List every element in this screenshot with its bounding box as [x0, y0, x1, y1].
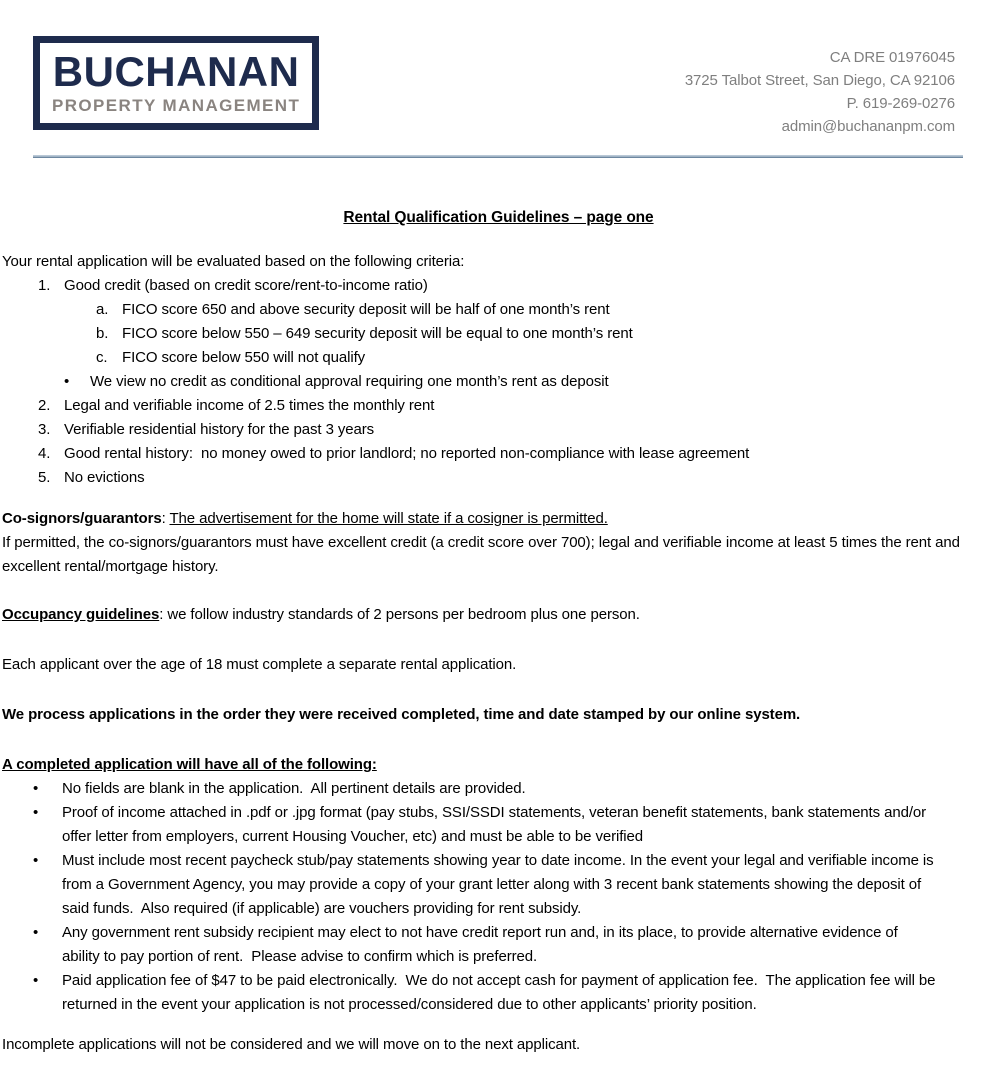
- occupancy-label: Occupancy guidelines: [2, 606, 160, 623]
- list-item-text: Any government rent subsidy recipient may elect to not have credit report run and, in its place, to provide alternative evidence of ability to pay portion of rent. Please advise to confirm which is preferred.: [62, 924, 902, 965]
- header-divider-rule: [33, 155, 963, 158]
- list-item-text: We view no credit as conditional approval requiring one month’s rent as deposit: [90, 373, 609, 390]
- bullet-marker: •: [33, 972, 39, 989]
- requirement-application-fee: [2, 969, 963, 1017]
- company-logo: [33, 36, 319, 130]
- cosigners-colon: :: [161, 510, 170, 527]
- list-item-text: Legal and verifiable income of 2.5 times the monthly rent: [64, 397, 435, 414]
- document-body: [0, 206, 997, 1057]
- list-item-text: No evictions: [64, 469, 145, 486]
- cosigners-underlined-statement: The advertisement for the home will state if a cosigner is permitted.: [169, 510, 608, 527]
- requirement-proof-of-income: [2, 801, 963, 849]
- processing-order-paragraph: We process applications in the order they were received completed, time and date stamped by our online system.: [2, 706, 801, 723]
- document-header: [0, 0, 997, 138]
- criteria-item-1b: [2, 322, 963, 346]
- criteria-item-5: [2, 466, 963, 490]
- list-marker: 3.: [38, 421, 51, 438]
- criteria-item-1: [2, 274, 963, 298]
- occupancy-text: : we follow industry standards of 2 persons per bedroom plus one person.: [159, 606, 640, 623]
- criteria-item-2: [2, 394, 963, 418]
- criteria-no-credit-bullet: [2, 370, 963, 394]
- contact-phone: P. 619-269-0276: [846, 95, 955, 112]
- contact-info-block: [685, 36, 955, 138]
- list-marker: b.: [96, 325, 109, 342]
- criteria-item-3: [2, 418, 963, 442]
- each-applicant-paragraph: Each applicant over the age of 18 must complete a separate rental application.: [2, 656, 517, 673]
- requirement-rent-subsidy: [2, 921, 963, 969]
- requirement-no-blank-fields: [2, 777, 963, 801]
- list-marker: 2.: [38, 397, 51, 414]
- logo-company-name: BUCHANAN: [52, 48, 300, 95]
- logo-tagline: PROPERTY MANAGEMENT: [52, 96, 301, 115]
- contact-license-number: CA DRE 01976045: [829, 49, 955, 66]
- cosigners-paragraph: [2, 507, 963, 531]
- list-item-text: Good rental history: no money owed to prior landlord; no reported non-compliance with lease agreement: [64, 445, 750, 462]
- list-marker: c.: [96, 349, 108, 366]
- contact-address: 3725 Talbot Street, San Diego, CA 92106: [684, 72, 955, 89]
- criteria-item-1a: [2, 298, 963, 322]
- bullet-marker: •: [33, 924, 39, 941]
- contact-email: admin@buchananpm.com: [781, 118, 955, 135]
- list-marker: 5.: [38, 469, 51, 486]
- bullet-marker: •: [64, 373, 70, 390]
- list-item-text: Paid application fee of $47 to be paid electronically. We do not accept cash for payment of application fee. The application fee will be returned in the event your application is not processed/considered due to other applicants’ priority position.: [62, 972, 940, 1013]
- list-marker: 1.: [38, 277, 51, 294]
- list-item-text: Proof of income attached in .pdf or .jpg format (pay stubs, SSI/SSDI statements, veteran benefit statements, bank statements and/or offer letter from employers, current Housing Voucher, etc) and must be able to be verified: [62, 804, 931, 845]
- list-item-text: No fields are blank in the application. All pertinent details are provided.: [62, 780, 526, 797]
- list-marker: 4.: [38, 445, 51, 462]
- bullet-marker: •: [33, 852, 39, 869]
- criteria-item-1c: [2, 346, 963, 370]
- completed-application-heading: A completed application will have all of the following:: [2, 756, 377, 773]
- occupancy-paragraph: [2, 603, 963, 627]
- intro-paragraph: Your rental application will be evaluated based on the following criteria:: [2, 253, 465, 270]
- cosigners-body: If permitted, the co-signors/guarantors must have excellent credit (a credit score over 700); legal and verifiable income at least 5 times the rent and excellent rental/mortgage history.: [2, 534, 964, 575]
- incomplete-applications-paragraph: Incomplete applications will not be considered and we will move on to the next applicant.: [2, 1036, 581, 1053]
- list-item-text: FICO score below 550 will not qualify: [122, 349, 366, 366]
- list-item-text: Good credit (based on credit score/rent-to-income ratio): [64, 277, 428, 294]
- cosigners-label: Co-signors/guarantors: [2, 510, 162, 527]
- list-item-text: FICO score 650 and above security deposit will be half of one month’s rent: [122, 301, 610, 318]
- criteria-item-4: [2, 442, 963, 466]
- list-item-text: Must include most recent paycheck stub/pay statements showing year to date income. In the event your legal and verifiable income is from a Government Agency, you may provide a copy of your grant letter along with 3 recent bank statements showing the deposit of said funds. Also required (if applicable) are vouchers providing for rent subsidy.: [62, 852, 938, 917]
- page-title: Rental Qualification Guidelines – page one: [343, 209, 654, 226]
- list-item-text: FICO score below 550 – 649 security deposit will be equal to one month’s rent: [122, 325, 633, 342]
- bullet-marker: •: [33, 804, 39, 821]
- requirement-recent-paycheck: [2, 849, 963, 921]
- list-marker: a.: [96, 301, 109, 318]
- bullet-marker: •: [33, 780, 39, 797]
- list-item-text: Verifiable residential history for the past 3 years: [64, 421, 375, 438]
